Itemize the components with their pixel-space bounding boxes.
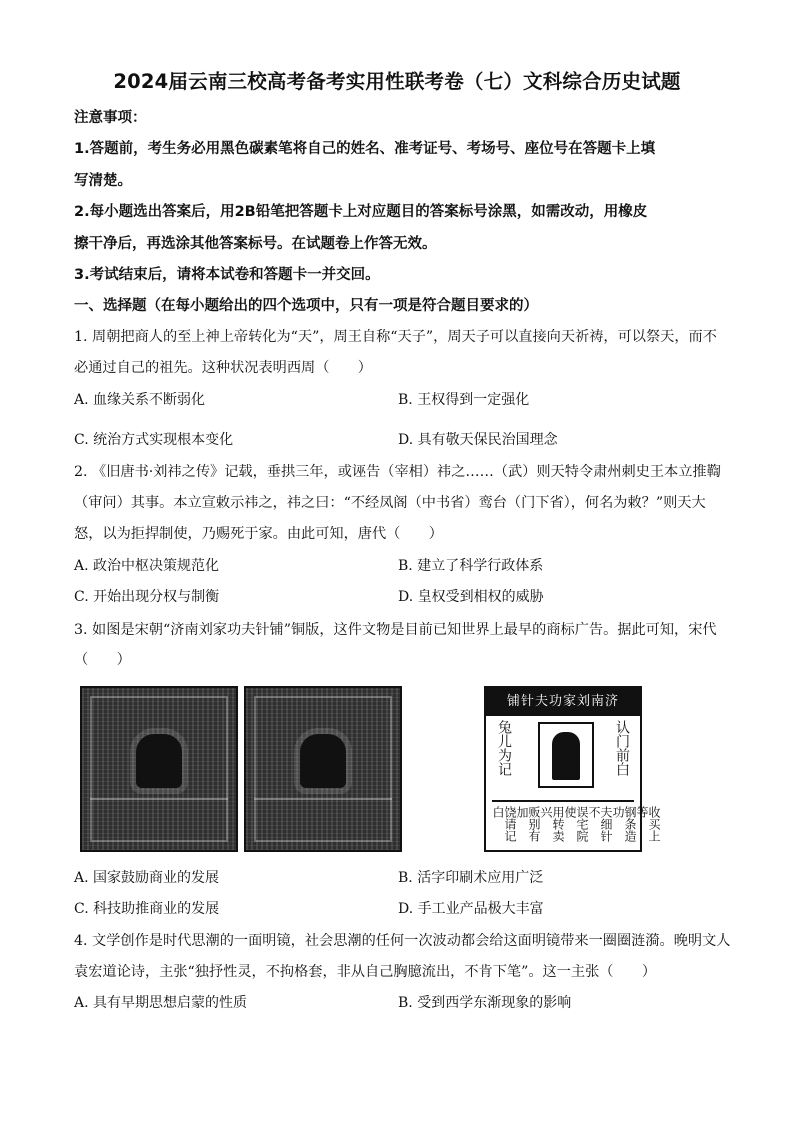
q2-option-c: C. 开始出现分权与制衡 bbox=[74, 589, 220, 605]
q3-stem-line-2: （ ） bbox=[74, 652, 131, 668]
q4-option-b: B. 受到西学东渐现象的影响 bbox=[398, 995, 572, 1011]
q1-option-a: A. 血缘关系不断弱化 bbox=[74, 392, 206, 408]
plate-left-column: 兔儿为记 bbox=[496, 720, 512, 776]
q2-stem-line-3: 怒，以为拒捍制使，乃赐死于家。由此可知，唐代（ ） bbox=[74, 526, 443, 542]
notice-heading: 注意事项： bbox=[74, 110, 147, 126]
plate-bottom-col-4: 误宅院使 bbox=[563, 806, 589, 842]
plate-divider bbox=[254, 798, 392, 800]
plate-bottom-col-5: 用转卖兴 bbox=[539, 806, 565, 842]
plate-bottom-col-1: 收买上等 bbox=[635, 806, 661, 842]
rabbit-trademark-icon bbox=[538, 722, 594, 788]
plate-bottom-text bbox=[491, 800, 661, 848]
q1-stem-line-2: 必通过自己的祖先。这种状况表明西周（ ） bbox=[74, 360, 372, 376]
rabbit-silhouette-icon bbox=[552, 732, 580, 780]
notice-line-3: 3.考试结束后，请将本试卷和答题卡一并交回。 bbox=[74, 267, 380, 283]
plate-transcription bbox=[484, 686, 661, 852]
q3-stem-line-1: 3. 如图是宋朝“济南刘家功夫针铺”铜版，这件文物是目前已知世界上最早的商标广告。据此可知，宋代 bbox=[74, 622, 717, 638]
plate-bottom-col-2: 钢条造功 bbox=[611, 806, 637, 842]
q2-stem-line-1: 2. 《旧唐书·刘祎之传》记载，垂拱三年，或诬告（宰相）祎之……（武）则天特令肃州刺史王本立推鞫 bbox=[74, 464, 721, 480]
plate-divider bbox=[90, 798, 228, 800]
q3-option-d: D. 手工业产品极大丰富 bbox=[398, 901, 544, 917]
plate-bottom-col-7: 饶请记白 bbox=[491, 806, 517, 842]
q2-stem-line-2: （审问）其事。本立宣敕示祎之，祎之曰：“不经凤阁（中书省）鸾台（门下省），何名为敕？”则天大 bbox=[74, 495, 706, 511]
plate-header-text: 铺针夫功家刘南济 bbox=[486, 688, 640, 716]
q4-stem-line-1: 4. 文学创作是时代思潮的一面明镜，社会思潮的任何一次波动都会给这面明镜带来一圈圈涟漪。晚明文人 bbox=[74, 933, 731, 949]
notice-line-2b: 擦干净后，再选涂其他答案标号。在试题卷上作答无效。 bbox=[74, 236, 437, 252]
rabbit-emblem-icon bbox=[300, 734, 346, 788]
section-heading: 一、选择题（在每小题给出的四个选项中，只有一项是符合题目要求的） bbox=[74, 298, 538, 314]
q3-option-a: A. 国家鼓励商业的发展 bbox=[74, 870, 220, 886]
q4-stem-line-2: 袁宏道论诗，主张“独抒性灵，不拘格套，非从自己胸臆流出，不肯下笔”。这一主张（ ） bbox=[74, 964, 657, 980]
q1-option-c: C. 统治方式实现根本变化 bbox=[74, 432, 234, 448]
notice-line-2a: 2.每小题选出答案后，用2B铅笔把答题卡上对应题目的答案标号涂黑，如需改动，用橡皮 bbox=[74, 204, 648, 220]
q1-option-b: B. 王权得到一定强化 bbox=[398, 392, 530, 408]
plate-right-column: 认门前白 bbox=[614, 720, 630, 776]
q1-option-d: D. 具有敬天保民治国理念 bbox=[398, 432, 558, 448]
notice-line-1b: 写清楚。 bbox=[74, 173, 132, 189]
plate-bottom-col-6: 贩别有加 bbox=[515, 806, 541, 842]
q2-option-d: D. 皇权受到相权的威胁 bbox=[398, 589, 544, 605]
plate-bottom-col-3: 夫细针不 bbox=[587, 806, 613, 842]
q3-option-c: C. 科技助推商业的发展 bbox=[74, 901, 220, 917]
q3-option-b: B. 活字印刷术应用广泛 bbox=[398, 870, 544, 886]
q2-option-a: A. 政治中枢决策规范化 bbox=[74, 558, 220, 574]
q1-stem-line-1: 1. 周朝把商人的至上神上帝转化为“天”，周王自称“天子”，周天子可以直接向天祈祷，可以祭天，而不 bbox=[74, 329, 717, 345]
notice-line-1a: 1.答题前，考生务必用黑色碳素笔将自己的姓名、准考证号、考场号、座位号在答题卡上填 bbox=[74, 141, 656, 157]
bronze-plate-rubbing-left bbox=[80, 686, 238, 852]
bronze-plate-rubbing-right bbox=[244, 686, 402, 852]
exam-title: 2024届云南三校高考备考实用性联考卷（七）文科综合历史试题 bbox=[113, 70, 681, 93]
bronze-plate-figure bbox=[80, 686, 661, 852]
q4-option-a: A. 具有早期思想启蒙的性质 bbox=[74, 995, 248, 1011]
rabbit-emblem-icon bbox=[136, 734, 182, 788]
q2-option-b: B. 建立了科学行政体系 bbox=[398, 558, 544, 574]
